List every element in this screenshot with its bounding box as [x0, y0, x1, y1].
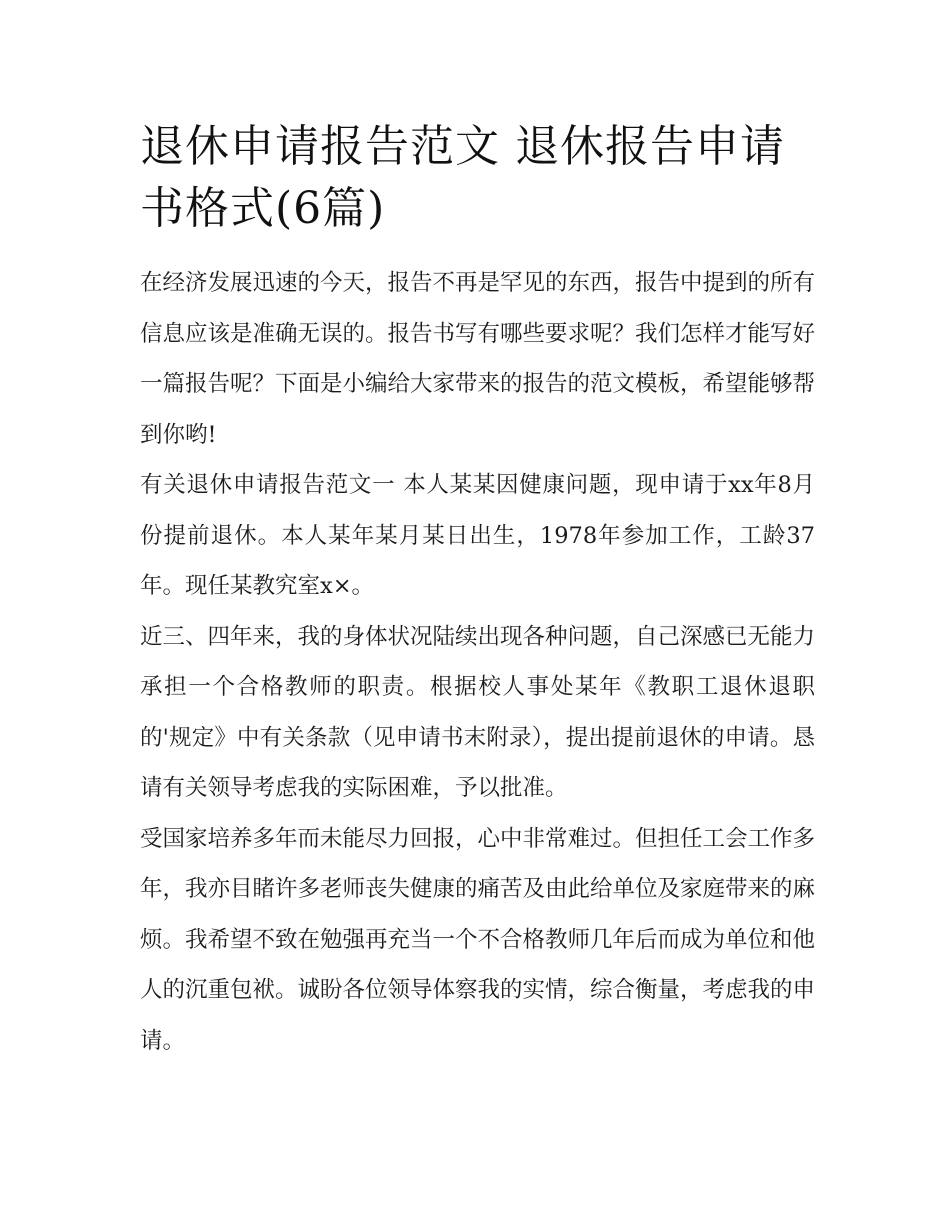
intro-paragraph: 在经济发展迅速的今天，报告不再是罕见的东西，报告中提到的所有信息应该是准确无误的。报告书写有哪些要求呢？我们怎样才能写好一篇报告呢？下面是小编给大家带来的报告的范文模板，希望能够帮到你哟!	[140, 270, 816, 448]
document-body	[140, 116, 815, 1066]
body-paragraph-2: 近三、四年来，我的身体状况陆续出现各种问题，自己深感已无能力承担一个合格教师的职责。根据校人事处某年《教职工退休退职的'规定》中有关条款（见申请书末附录），提出提前退休的申请。恳请有关领导考虑我的实际困难，予以批准。	[140, 623, 816, 801]
body-paragraph-3: 受国家培养多年而未能尽力回报，心中非常难过。但担任工会工作多年，我亦目睹许多老师丧失健康的痛苦及由此给单位及家庭带来的麻烦。我希望不致在勉强再充当一个不合格教师几年后而成为单位和他人的沉重包袱。诚盼各位领导体察我的实情，综合衡量，考虑我的申请。	[140, 825, 816, 1054]
body-paragraph-1: 有关退休申请报告范文一 本人某某因健康问题，现申请于xx年8月份提前退休。本人某年某月某日出生，1978年参加工作，工龄37年。现任某教究室x×。	[140, 472, 815, 599]
document-title: 退休申请报告范文 退休报告申请书格式(6篇)	[140, 121, 785, 234]
